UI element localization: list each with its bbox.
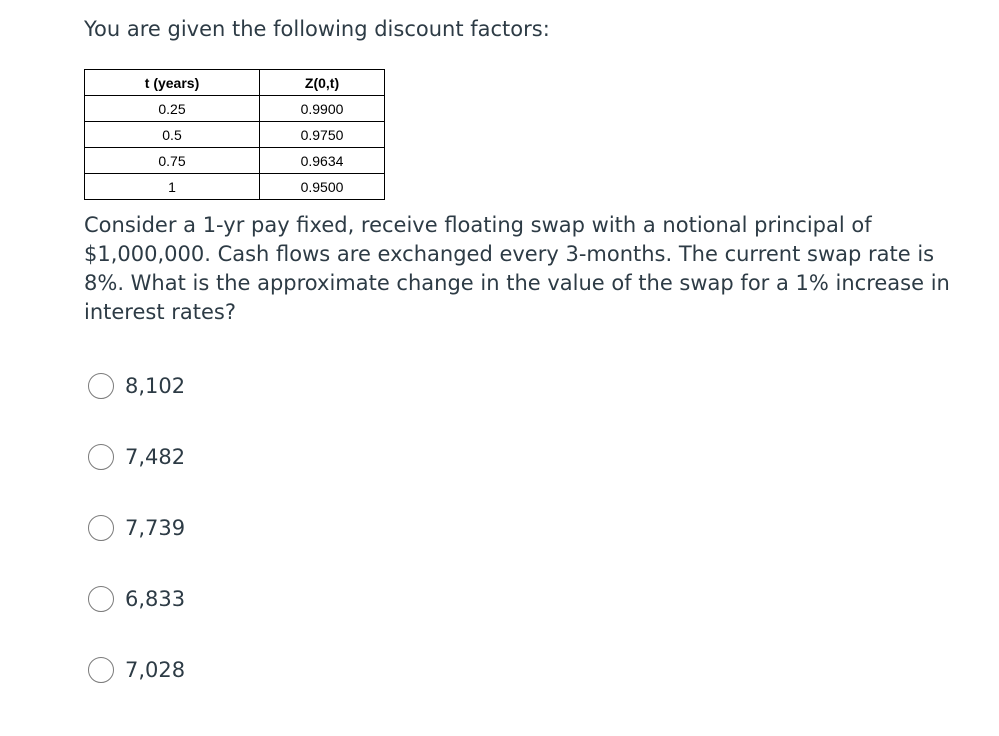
answer-option-5[interactable] <box>88 652 185 723</box>
answer-option-4[interactable] <box>88 581 185 652</box>
discount-factor-table <box>84 69 385 200</box>
table-cell-z: 0.9500 <box>260 174 385 200</box>
intro-text: You are given the following discount factors: <box>84 17 550 41</box>
column-header-t: t (years) <box>85 70 260 96</box>
table-row <box>85 122 385 148</box>
table-cell-t: 1 <box>85 174 260 200</box>
answer-option-3[interactable] <box>88 510 185 581</box>
answer-label: 7,028 <box>125 658 186 682</box>
table-cell-t: 0.25 <box>85 96 260 122</box>
column-header-z: Z(0,t) <box>260 70 385 96</box>
table-row <box>85 174 385 200</box>
table-cell-t: 0.5 <box>85 122 260 148</box>
table-cell-z: 0.9634 <box>260 148 385 174</box>
table-header-row <box>85 70 385 96</box>
table-row <box>85 148 385 174</box>
answer-label: 7,482 <box>125 445 186 469</box>
answer-option-2[interactable] <box>88 439 185 510</box>
table-cell-z: 0.9750 <box>260 122 385 148</box>
radio-button[interactable] <box>88 586 114 612</box>
radio-button[interactable] <box>88 657 114 683</box>
answer-label: 6,833 <box>125 587 186 611</box>
radio-button[interactable] <box>88 444 114 470</box>
question-text: Consider a 1-yr pay fixed, receive floating swap with a notional principal of $1,000,000. Cash flows are exchanged every 3-months. The current swap rate is 8%. What is the approximate change in the value of the swap for a 1% increase in interest rates? <box>84 213 950 324</box>
radio-button[interactable] <box>88 373 114 399</box>
table-cell-z: 0.9900 <box>260 96 385 122</box>
answer-options <box>88 368 185 723</box>
answer-label: 8,102 <box>125 374 186 398</box>
radio-button[interactable] <box>88 515 114 541</box>
answer-label: 7,739 <box>125 516 186 540</box>
table-row <box>85 96 385 122</box>
answer-option-1[interactable] <box>88 368 185 439</box>
table-cell-t: 0.75 <box>85 148 260 174</box>
